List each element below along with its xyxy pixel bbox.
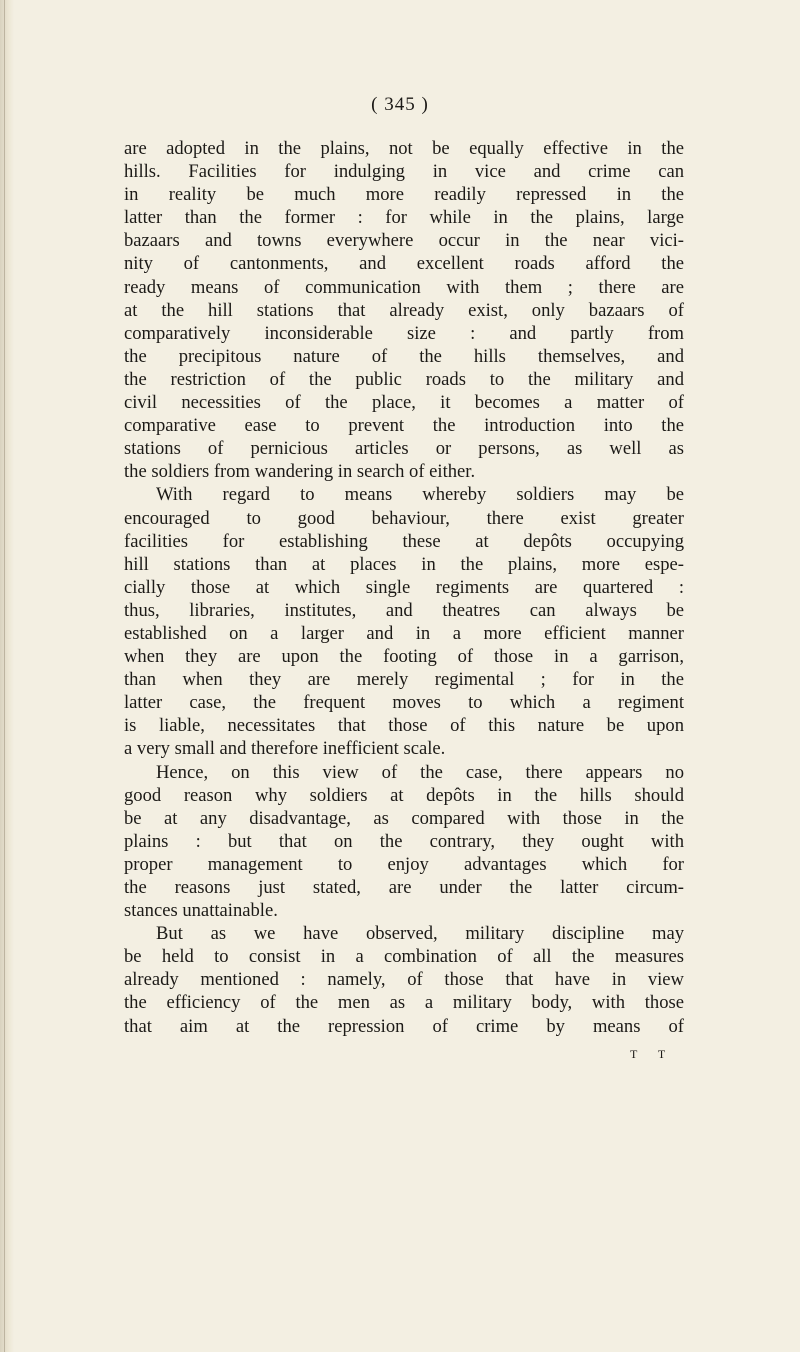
- text-line: at the hill stations that already exist, only bazaars of: [124, 299, 684, 321]
- text-line: stances unattainable.: [124, 900, 278, 922]
- paragraph-start: Hence, on this view of the case, there appears no: [156, 761, 684, 783]
- text-line: be held to consist in a combination of all the measures: [124, 946, 684, 968]
- signature-mark: T T: [630, 1047, 675, 1061]
- text-line: hill stations than at places in the plains, more espe-: [124, 553, 684, 575]
- text-line: the soldiers from wandering in search of either.: [124, 461, 476, 483]
- text-line: plains : but that on the contrary, they ought with: [124, 830, 684, 852]
- text-line: when they are upon the footing of those in a garrison,: [124, 646, 684, 668]
- text-line: the efficiency of the men as a military body, with those: [124, 992, 684, 1014]
- text-line: already mentioned : namely, of those that have in view: [124, 969, 684, 991]
- text-line: are adopted in the plains, not be equally effective in the: [124, 138, 684, 159]
- text-line: encouraged to good behaviour, there exist greater: [124, 507, 684, 529]
- text-line: that aim at the repression of crime by means of: [124, 1015, 684, 1037]
- text-line: ready means of communication with them ; there are: [124, 276, 684, 298]
- paragraph-start: But as we have observed, military discipline may: [156, 923, 684, 945]
- paragraph-start: With regard to means whereby soldiers may be: [156, 484, 684, 506]
- text-line: a very small and therefore inefficient scale.: [124, 738, 446, 760]
- text-line: nity of cantonments, and excellent roads afford the: [124, 253, 684, 275]
- text-line: comparative ease to prevent the introduction into the: [124, 415, 684, 437]
- text-line: cially those at which single regiments are quartered :: [124, 576, 684, 598]
- text-line: the reasons just stated, are under the latter circum-: [124, 877, 684, 898]
- text-line: the restriction of the public roads to the military and: [124, 368, 684, 390]
- text-line: in reality be much more readily repressed in the: [124, 184, 684, 206]
- text-line: latter than the former : for while in the plains, large: [124, 207, 684, 229]
- text-line: bazaars and towns everywhere occur in the near vici-: [124, 230, 684, 252]
- text-line: thus, libraries, institutes, and theatres can always be: [124, 599, 684, 621]
- text-line: facilities for establishing these at depôts occupying: [124, 530, 684, 552]
- text-line: established on a larger and in a more efficient manner: [124, 622, 684, 644]
- text-line: comparatively inconsiderable size : and partly from: [124, 322, 684, 344]
- text-line: hills. Facilities for indulging in vice and crime can: [124, 161, 684, 183]
- text-line: proper management to enjoy advantages which for: [124, 853, 684, 875]
- body-text: [124, 137, 684, 1038]
- text-line: be at any disadvantage, as compared with those in the: [124, 807, 684, 829]
- text-line: than when they are merely regimental ; for in the: [124, 669, 684, 691]
- text-line: civil necessities of the place, it becomes a matter of: [124, 392, 684, 414]
- text-line: latter case, the frequent moves to which a regiment: [124, 692, 684, 714]
- text-line: is liable, necessitates that those of this nature be upon: [124, 715, 684, 737]
- text-line: stations of pernicious articles or persons, as well as: [124, 438, 684, 460]
- page-number: ( 345 ): [371, 94, 429, 115]
- text-line: the precipitous nature of the hills themselves, and: [124, 345, 684, 367]
- page-edge: [0, 0, 14, 1352]
- text-line: good reason why soldiers at depôts in the hills should: [124, 784, 684, 806]
- page-edge-line: [4, 0, 5, 1352]
